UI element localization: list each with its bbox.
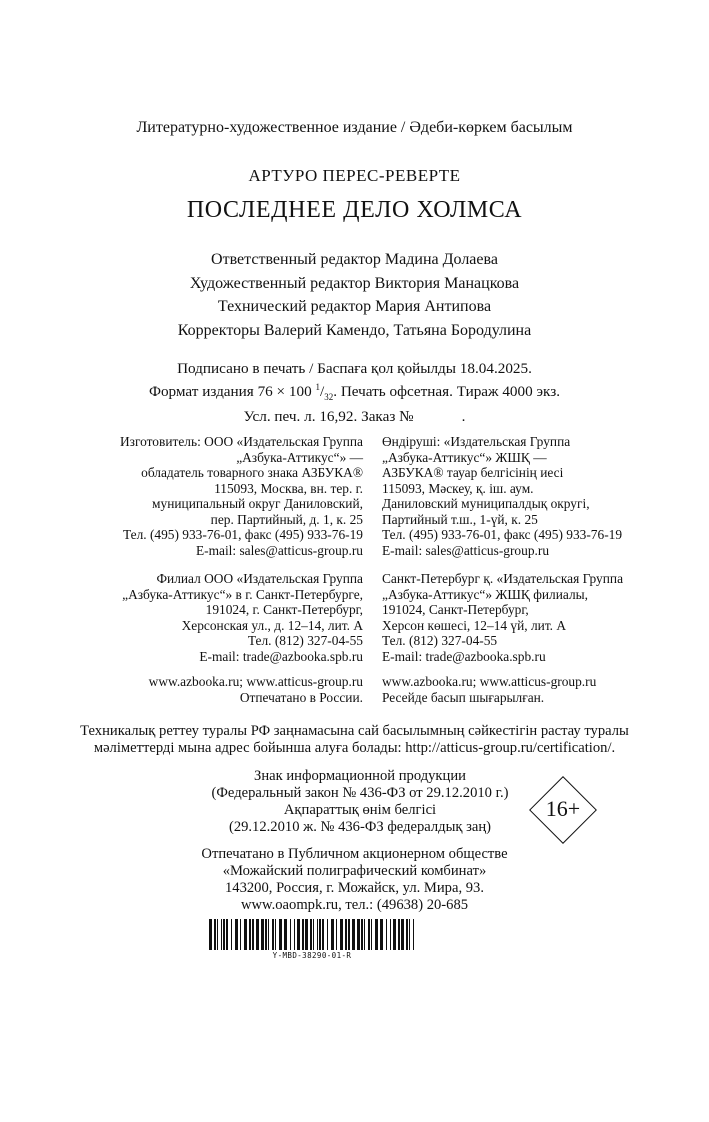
printer-line: Отпечатано в Публичном акционерном обществе — [201, 846, 508, 862]
web-kz-line: www.azbooka.ru; www.atticus-group.ru — [382, 674, 597, 689]
barcode — [209, 919, 415, 950]
manufacturer-kz — [382, 434, 682, 558]
barcode-bar — [348, 919, 350, 950]
barcode-bar — [406, 919, 408, 950]
web-kz-line: Ресейде басып шығарылған. — [382, 689, 545, 705]
barcode-bar — [319, 919, 321, 950]
branch-ru-line: „Азбука-Аттикус“» в г. Санкт-Петербурге, — [122, 586, 363, 602]
barcode-bar — [214, 919, 216, 950]
barcode-bar — [375, 919, 378, 950]
info-sign-block — [210, 768, 510, 836]
web-ru-line: www.azbooka.ru; www.atticus-group.ru — [148, 674, 363, 689]
manufacturer-ru-line: обладатель товарного знака АЗБУКА® — [141, 465, 363, 480]
barcode-bar — [352, 919, 355, 950]
web-ru — [60, 674, 363, 705]
age-rating-badge — [527, 774, 599, 846]
manufacturer-ru-line: E-mail: sales@atticus-group.ru — [195, 542, 363, 558]
barcode-bar — [275, 919, 276, 950]
barcode-bar — [317, 919, 318, 950]
barcode-bar — [305, 919, 308, 950]
barcode-bar — [380, 919, 383, 950]
barcode-bar — [217, 919, 218, 950]
branch-ru-line: Херсонская ул., д. 12–14, лит. А — [181, 617, 363, 633]
branch-ru — [60, 571, 363, 664]
print-info — [0, 359, 709, 426]
web-ru-line: Отпечатано в России. — [239, 689, 363, 705]
barcode-bar — [249, 919, 251, 950]
certification-line: Техникалық реттеу туралы РФ заңнамасына сай басылымның сәйкестігін растау туралы — [80, 723, 629, 739]
barcode-bar — [409, 919, 410, 950]
sheets-text: Усл. печ. л. 16,92. Заказ № — [243, 408, 414, 426]
branch-kz-line: 191024, Санкт-Петербург, — [382, 602, 529, 617]
manufacturer-kz-line: Өндіруші: «Издательская Группа — [382, 434, 571, 449]
printer-line: 143200, Россия, г. Можайск, ул. Мира, 93. — [224, 880, 485, 896]
manufacturer-kz-line: E-mail: sales@atticus-group.ru — [382, 542, 550, 558]
barcode-bar — [302, 919, 304, 950]
barcode-bar — [340, 919, 343, 950]
branch-kz-line: Херсон көшесі, 12–14 үй, лит. А — [382, 617, 567, 633]
manufacturer-ru-line: „Азбука-Аттикус“» — — [236, 449, 363, 465]
manufacturer-kz-line: „Азбука-Аттикус“» ЖШҚ — — [382, 449, 547, 465]
barcode-bar — [345, 919, 347, 950]
branch-kz-line: Санкт-Петербург қ. «Издательская Группа — [382, 571, 624, 586]
barcode-bar — [261, 919, 264, 950]
barcode-bar — [240, 919, 241, 950]
format-fraction-denominator: 32 — [324, 392, 334, 403]
barcode-bar — [297, 919, 300, 950]
info-sign-line: (Федеральный закон № 436-ФЗ от 29.12.2010 г.) — [211, 785, 509, 801]
barcode-bar — [209, 919, 212, 950]
barcode-bar — [364, 919, 365, 950]
certification-line: мәліметтерді мына адрес бойынша алуға болады: http://atticus-group.ru/certification/. — [93, 740, 616, 756]
barcode-caption: Y-MBD-38290-01-R — [272, 951, 352, 960]
barcode-bar — [256, 919, 259, 950]
barcode-bar — [221, 919, 222, 950]
manufacturer-kz-line: Тел. (495) 933-76-01, факс (495) 933-76-19 — [382, 527, 623, 542]
barcode-bar — [413, 919, 414, 950]
manufacturer-kz-line: АЗБУКА® тауар белгісінің иесі — [382, 465, 564, 480]
barcode-bar — [235, 919, 238, 950]
branch-ru-line: 191024, г. Санкт-Петербург, — [205, 602, 363, 617]
manufacturer-kz-line: Даниловский муниципалдық округі, — [382, 496, 590, 511]
info-sign-line: Знак информационной продукции — [254, 768, 466, 784]
info-sign-line: Ақпараттық өнім белгісі — [283, 802, 437, 818]
barcode-bar — [368, 919, 370, 950]
barcode-bar — [313, 919, 314, 950]
printer-line: «Можайский полиграфический комбинат» — [222, 863, 487, 879]
barcode-bar — [371, 919, 372, 950]
format-prefix: Формат издания 76 × 100 — [148, 383, 316, 401]
web-kz — [382, 674, 682, 705]
branch-ru-line: Филиал ООО «Издательская Группа — [156, 571, 363, 586]
credit-line: Технический редактор Мария Антипова — [217, 298, 492, 316]
barcode-bar — [361, 919, 363, 950]
info-sign-line: (29.12.2010 ж. № 436-ФЗ федералдық заң) — [228, 819, 492, 835]
barcode-bar — [290, 919, 291, 950]
branch-kz-line: Тел. (812) 327-04-55 — [382, 633, 498, 648]
format-suffix: . Печать офсетная. Тираж 4000 экз. — [333, 383, 561, 401]
barcode-bar — [390, 919, 391, 950]
barcode-bar — [310, 919, 312, 950]
manufacturer-ru-line: 115093, Москва, вн. тер. г. — [214, 480, 363, 496]
book-title: ПОСЛЕДНЕЕ ДЕЛО ХОЛМСА — [186, 197, 523, 223]
barcode-bar — [252, 919, 254, 950]
barcode-bar — [279, 919, 282, 950]
printer-line: www.oaompk.ru, тел.: (49638) 20-685 — [240, 897, 469, 913]
sheets-line — [0, 407, 709, 426]
credits-block — [0, 248, 709, 343]
manufacturer-ru-line: Тел. (495) 933-76-01, факс (495) 933-76-19 — [122, 527, 363, 542]
barcode-bar — [265, 919, 267, 950]
branch-kz-line: E-mail: trade@azbooka.spb.ru — [382, 648, 546, 664]
certification-block — [0, 723, 709, 757]
series-line: Литературно-художественное издание / Әдеби-көркем басылым — [136, 119, 573, 136]
credit-line: Художественный редактор Виктория Манацкова — [189, 274, 520, 292]
barcode-bar — [244, 919, 247, 950]
branch-kz — [382, 571, 682, 664]
format-fraction-numerator: 1 — [315, 382, 320, 392]
manufacturer-ru-line: муниципальный округ Даниловский, — [152, 496, 363, 511]
barcode-bar — [386, 919, 387, 950]
barcode-bar — [272, 919, 274, 950]
sheets-tail: . — [461, 408, 466, 426]
branch-ru-line: E-mail: trade@azbooka.spb.ru — [199, 648, 363, 664]
format-line: Формат издания 76 × 100 $^1/_{32}$. Печать офсетная. Тираж 4000 экз. — [148, 382, 561, 403]
manufacturer-ru-line: Изготовитель: ООО «Издательская Группа — [120, 434, 363, 449]
barcode-bar — [284, 919, 287, 950]
manufacturer-kz-line: Партийный т.ш., 1-үй, к. 25 — [382, 511, 538, 527]
barcode-bar — [331, 919, 334, 950]
barcode-bar — [223, 919, 225, 950]
barcode-bar — [336, 919, 337, 950]
barcode-bar — [226, 919, 228, 950]
author-name: АРТУРО ПЕРЕС-РЕВЕРТЕ — [248, 166, 461, 185]
barcode-bar — [357, 919, 360, 950]
barcode-bar — [322, 919, 324, 950]
manufacturer-ru — [60, 434, 363, 558]
signed-line: Подписано в печать / Баспаға қол қойылды 18.04.2025. — [177, 360, 532, 377]
credit-line: Корректоры Валерий Камендо, Татьяна Бородулина — [177, 322, 532, 340]
manufacturer-ru-line: пер. Партийный, д. 1, к. 25 — [210, 511, 363, 527]
barcode-bar — [294, 919, 295, 950]
branch-kz-line: „Азбука-Аттикус“» ЖШҚ филиалы, — [382, 586, 588, 602]
branch-ru-line: Тел. (812) 327-04-55 — [247, 633, 363, 648]
manufacturer-kz-line: 115093, Мәскеу, қ. іш. аум. — [382, 480, 534, 496]
credit-line: Ответственный редактор Мадина Долаева — [211, 251, 498, 268]
barcode-bar — [393, 919, 396, 950]
barcode-bar — [327, 919, 328, 950]
barcode-bar — [398, 919, 400, 950]
age-rating-text: 16+ — [545, 796, 581, 821]
barcode-bar — [268, 919, 269, 950]
barcode-bar — [231, 919, 232, 950]
barcode-bar — [401, 919, 404, 950]
printer-block — [0, 846, 709, 914]
